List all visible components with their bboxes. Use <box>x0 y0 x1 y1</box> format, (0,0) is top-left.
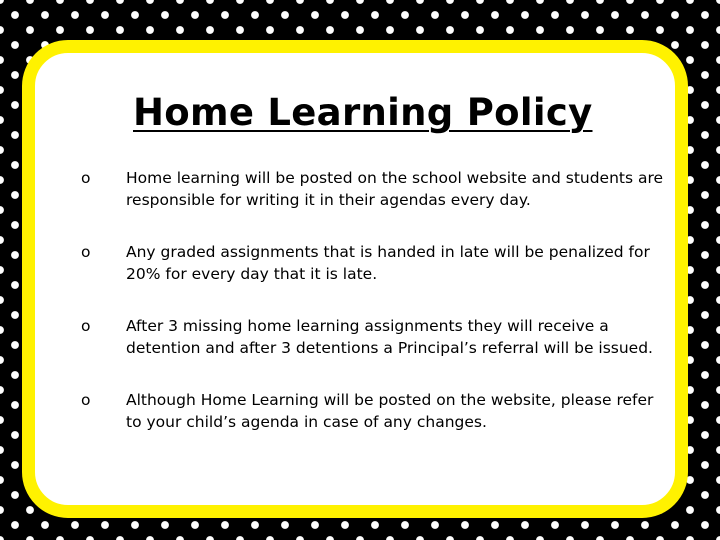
bullet-marker: o <box>81 243 91 261</box>
bullet-text: After 3 missing home learning assignments they will receive a detention and after 3 detentions a Principal’s referral will be issued. <box>126 317 653 357</box>
bullet-marker: o <box>81 169 91 187</box>
bullet-marker: o <box>81 317 91 335</box>
page-title: Home Learning Policy <box>133 91 593 134</box>
content-card <box>22 40 688 518</box>
bullet-text: Any graded assignments that is handed in late will be penalized for 20% for every day that it is late. <box>126 243 650 283</box>
bullet-marker: o <box>81 391 91 409</box>
list-item <box>81 242 671 285</box>
list-item <box>81 316 671 359</box>
bullet-text: Although Home Learning will be posted on the website, please refer to your child’s agenda in case of any changes. <box>126 391 654 431</box>
list-item <box>81 168 671 211</box>
bullet-text: Home learning will be posted on the school website and students are responsible for writing it in their agendas every day. <box>126 169 664 209</box>
policy-list <box>81 168 671 464</box>
list-item <box>81 390 671 433</box>
